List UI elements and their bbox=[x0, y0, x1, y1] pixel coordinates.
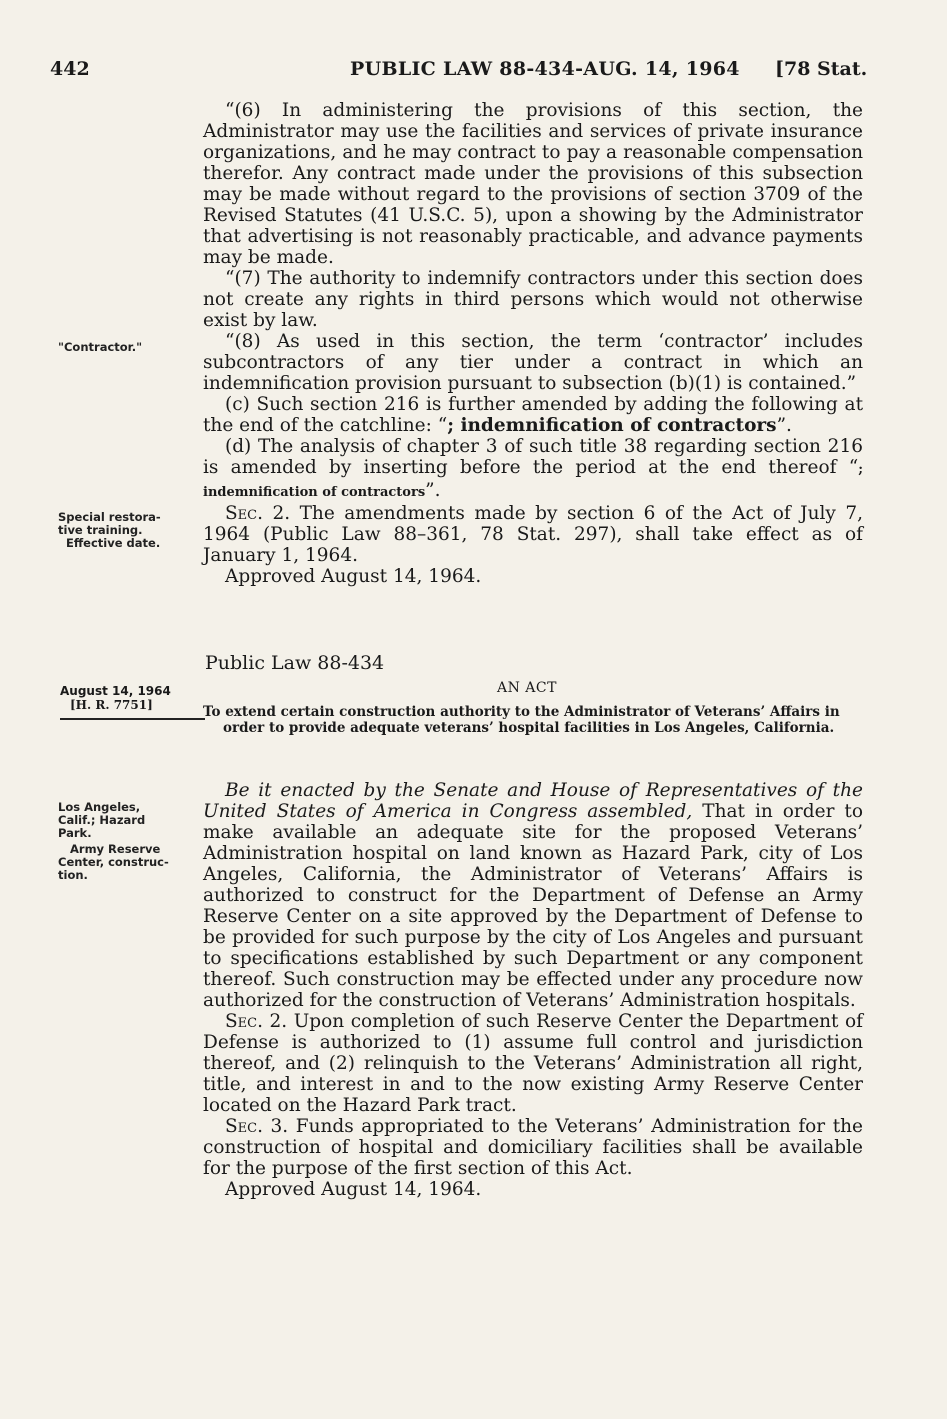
act-text-block bbox=[203, 780, 863, 1200]
margin-note-special-training: Special restora- tive training. Effective date. bbox=[58, 510, 161, 550]
section-2-effective: Sec. 2. The amendments made by section 6 of the Act of July 7, 1964 (Public Law 88–361, 78 Stat. 297), shall take effect as of January 1, 1964. bbox=[203, 503, 863, 566]
subsection-c: (c) Such section 216 is further amended by adding the following at the end of the catchline: “; indemnification of contractors”. bbox=[203, 394, 863, 436]
page-header bbox=[0, 58, 947, 88]
enacting-clause: Be it enacted by the Senate and House of Representatives of the United States of America in Congress assembled, That in order to make available an adequate site for the proposed Veterans’ Administration hospital on land known as Hazard Park, city of Los Angeles, California, the Administrator of Veterans’ Affairs is authorized to construct for the Department of Defense an Army Reserve Center on a site approved by the Department of Defense to be provided for such purpose by the city of Los Angeles and pursuant to specifications established by such Department or any component thereof. Such construction may be effected under any procedure now authorized for the construction of Veterans’ Administration hospitals. bbox=[203, 780, 863, 1011]
act-purpose: To extend certain construction authority to the Administrator of Veterans’ Affairs in order to provide adequate veterans’ hospital facilities in Los Angeles, California. bbox=[203, 704, 840, 736]
amendment-text-block bbox=[203, 100, 863, 587]
approved-date-1: Approved August 14, 1964. bbox=[225, 566, 482, 587]
margin-note-contractor: "Contractor." bbox=[58, 340, 143, 354]
public-law-title: Public Law 88-434 bbox=[205, 652, 385, 674]
margin-note-los-angeles: Los Angeles, Calif.; Hazard Park. Army Reserve Center, construc- tion. bbox=[58, 800, 169, 882]
subsection-8: “(8) As used in this section, the term ‘contractor’ includes subcontractors of any tier under a contract in which an indemnification provision pursuant to subsection (b)(1) is contained.” bbox=[203, 331, 863, 394]
an-act-heading: AN ACT bbox=[497, 680, 557, 696]
subsection-6: “(6) In administering the provisions of this section, the Administrator may use the facilities and services of private insurance organizations, and he may contract to pay a reasonable compensation therefor. Any contract made under the provisions of this subsection may be made without regard to the provisions of section 3709 of the Revised Statutes (41 U.S.C. 5), upon a showing by the Administrator that advertising is not reasonably practicable, and advance payments may be made. bbox=[203, 100, 863, 268]
page-title: PUBLIC LAW 88-434-AUG. 14, 1964 bbox=[350, 58, 740, 80]
section-3-funds: Sec. 3. Funds appropriated to the Veterans’ Administration for the construction of hospital and domiciliary facilities shall be available for the purpose of the first section of this Act. bbox=[203, 1116, 864, 1179]
section-2-transfer: Sec. 2. Upon completion of such Reserve Center the Department of Defense is authorized to (1) assume full control and jurisdiction thereof, and (2) relinquish to the Veterans’ Administration all right, title, and interest in and to the now existing Army Reserve Center located on the Hazard Park tract. bbox=[203, 1011, 863, 1116]
approved-date-2: Approved August 14, 1964. bbox=[225, 1179, 482, 1200]
volume-label: [78 Stat. bbox=[775, 58, 868, 80]
margin-note-date-bill: August 14, 1964 [H. R. 7751] bbox=[60, 684, 205, 720]
subsection-7: “(7) The authority to indemnify contractors under this section does not create any rights in third persons which would not otherwise exist by law. bbox=[203, 268, 863, 331]
page-number: 442 bbox=[50, 58, 90, 80]
subsection-d: (d) The analysis of chapter 3 of such title 38 regarding section 216 is amended by inserting before the period at the end thereof “; indemnification of contractors”. bbox=[203, 436, 863, 501]
